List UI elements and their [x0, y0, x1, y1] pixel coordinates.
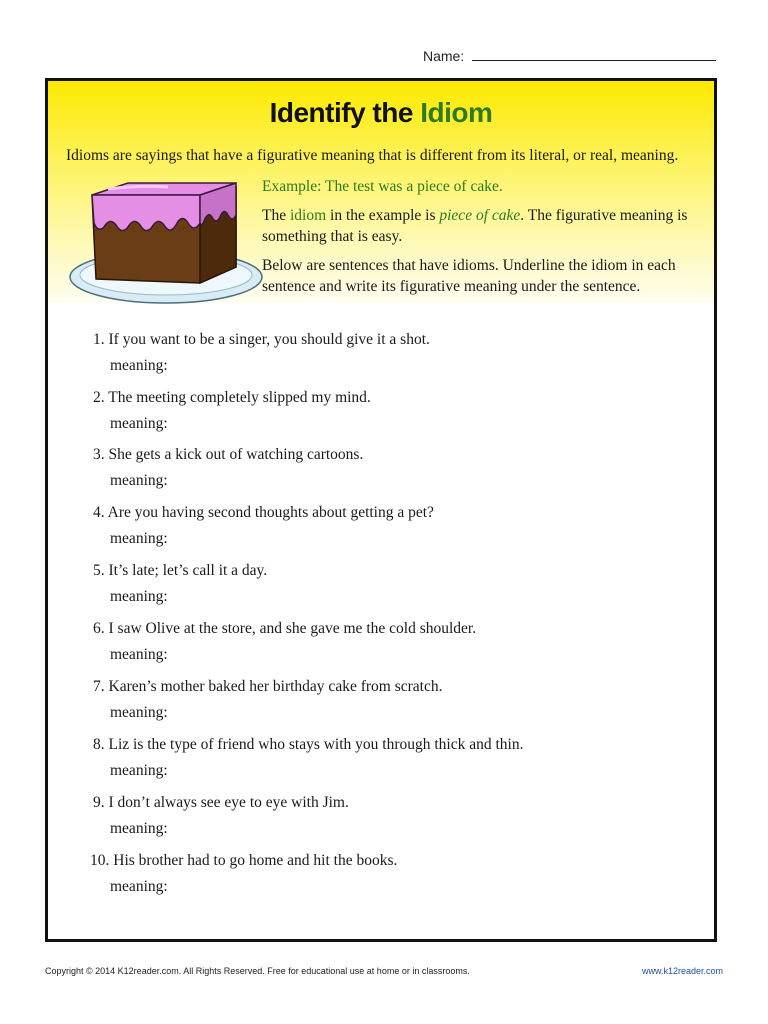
question-item [48, 850, 714, 908]
question-sentence: 5. It’s late; let’s call it a day. [93, 562, 268, 579]
explain-mid: in the example is [330, 207, 436, 224]
meaning-label[interactable]: meaning: [110, 415, 168, 432]
meaning-label[interactable]: meaning: [110, 472, 168, 489]
question-sentence: 2. The meeting completely slipped my mind. [93, 389, 371, 406]
name-field [423, 46, 716, 64]
example-explanation [262, 205, 702, 247]
question-item [48, 676, 714, 734]
page-title [48, 97, 714, 129]
name-blank-line[interactable] [472, 46, 716, 61]
question-item [48, 792, 714, 850]
question-sentence: 3. She gets a kick out of watching cartoons. [93, 446, 364, 463]
question-item [48, 329, 714, 387]
meaning-label[interactable]: meaning: [110, 530, 168, 547]
meaning-label[interactable]: meaning: [110, 762, 168, 779]
question-item [48, 387, 714, 445]
title-part2: Idiom [420, 97, 493, 128]
question-item [48, 444, 714, 502]
question-sentence: 1. If you want to be a singer, you should give it a shot. [93, 331, 430, 348]
explain-pre: The [262, 207, 287, 224]
question-sentence: 9. I don’t always see eye to eye with Jim. [93, 794, 349, 811]
meaning-label[interactable]: meaning: [110, 588, 168, 605]
title-part1: Identify the [269, 97, 413, 128]
instructions-text: Below are sentences that have idioms. Underline the idiom in each sentence and write its figurative meaning under the sentence. [262, 257, 676, 295]
worksheet-frame [45, 78, 717, 942]
intro-text: Idioms are sayings that have a figurative meaning that is different from its literal, or real, meaning. [66, 147, 679, 164]
copyright-text: Copyright © 2014 K12reader.com. All Rights Reserved. Free for educational use at home or in classrooms. [45, 966, 470, 976]
meaning-label[interactable]: meaning: [110, 704, 168, 721]
meaning-label[interactable]: meaning: [110, 357, 168, 374]
explain-post: . The figurative meaning is something that is easy. [262, 207, 688, 245]
meaning-label[interactable]: meaning: [110, 878, 168, 895]
name-label: Name: [423, 48, 465, 64]
cake-illustration [68, 181, 263, 306]
question-sentence: 4. Are you having second thoughts about getting a pet? [93, 504, 434, 521]
site-link[interactable]: www.k12reader.com [641, 966, 723, 976]
explain-phrase: piece of cake [439, 207, 521, 224]
question-sentence: 6. I saw Olive at the store, and she gave me the cold shoulder. [93, 620, 477, 637]
question-sentence: 10. His brother had to go home and hit the books. [90, 852, 398, 869]
question-item [48, 560, 714, 618]
question-sentence: 7. Karen’s mother baked her birthday cake from scratch. [93, 678, 443, 695]
example-sentence: Example: The test was a piece of cake. [262, 178, 503, 195]
question-sentence: 8. Liz is the type of friend who stays with you through thick and thin. [93, 736, 524, 753]
question-item [48, 618, 714, 676]
meaning-label[interactable]: meaning: [110, 820, 168, 837]
meaning-label[interactable]: meaning: [110, 646, 168, 663]
question-item [48, 502, 714, 560]
question-item [48, 734, 714, 792]
page-footer [45, 966, 723, 976]
explain-idiom-word: idiom [289, 207, 327, 224]
